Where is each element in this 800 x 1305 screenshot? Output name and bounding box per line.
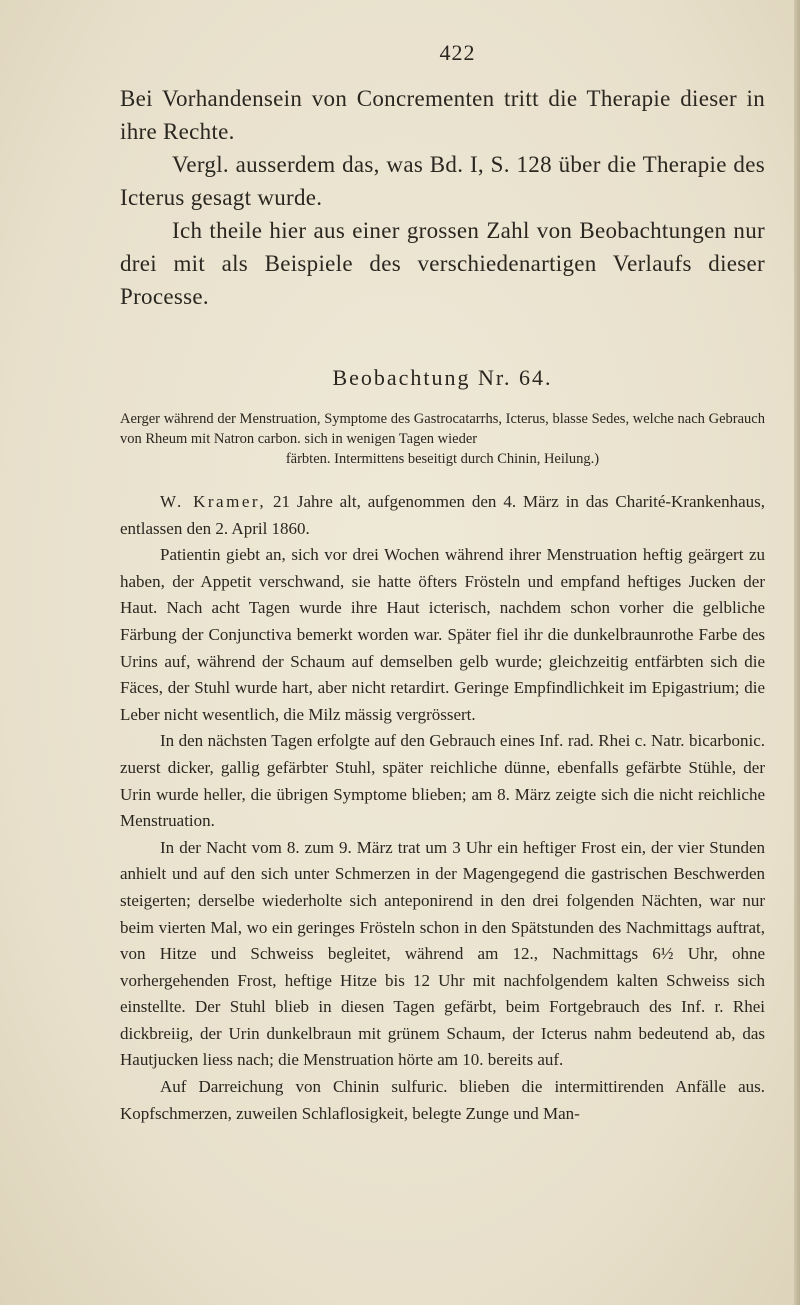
- page-number: 422: [439, 40, 476, 65]
- text-column: [120, 40, 765, 1127]
- intro-paragraph-3: Ich theile hier aus einer grossen Zahl von Beobachtungen nur drei mit als Beispiele des verschiedenartigen Verlaufs dieser Processe.: [120, 218, 765, 309]
- page-edge: [794, 0, 800, 1305]
- case-paragraph-5: Auf Darreichung von Chinin sulfuric. blieben die intermittirenden Anfälle aus. Kopfschmerzen, zuweilen Schlaflosigkeit, belegte Zunge und Man-: [120, 1077, 765, 1123]
- patient-name: W. Kramer,: [160, 492, 267, 511]
- case-paragraph-3: In den nächsten Tagen erfolgte auf den Gebrauch eines Inf. rad. Rhei c. Natr. bicarbonic. zuerst dicker, gallig gefärbter Stuhl, später reichliche dünne, ebenfalls gefärbte Stühle, der Urin wurde heller, die übrigen Symptome blieben; am 8. März zeigte sich die nicht reichliche Menstruation.: [120, 731, 765, 831]
- observation-title: Beobachtung Nr. 64.: [332, 365, 553, 390]
- case-paragraph-1-text: 21 Jahre alt, aufgenommen den 4. März in das Charité-Krankenhaus, entlassen den 2. April 1860.: [120, 492, 765, 538]
- case-paragraph-4: In der Nacht vom 8. zum 9. März trat um 3 Uhr ein heftiger Frost ein, der vier Stunden anhielt und auf den sich unter Schmerzen in der Magengegend die gastrischen Beschwerden steigerten; derselbe wiederholte sich anteponirend in den drei folgenden Nächten, war nur beim vierten Mal, wo ein geringes Frösteln schon in den Spätstunden des Nachmittags auftrat, von Hitze und Schweiss begleitet, während am 12., Nachmittags 6½ Uhr, ohne vorhergehenden Frost, heftige Hitze bis 12 Uhr mit nachfolgendem kalten Schweiss sich einstellte. Der Stuhl blieb in diesen Tagen gefärbt, beim Fortgebrauch des Inf. r. Rhei dickbreiig, der Urin dunkelbraun mit grünem Schaum, der Icterus nahm bedeutend ab, das Hautjucken liess nach; die Menstruation hörte am 10. bereits auf.: [120, 837, 765, 1070]
- case-paragraph-1: [120, 489, 765, 542]
- intro-paragraph-2: Vergl. ausserdem das, was Bd. I, S. 128 über die Therapie des Icterus gesagt wurde.: [120, 152, 765, 210]
- intro-paragraph-1: Bei Vorhandensein von Concrementen tritt die Therapie dieser in ihre Rechte.: [120, 86, 765, 144]
- observation-summary: [120, 409, 765, 469]
- case-report: [120, 489, 765, 1127]
- intro-section: [120, 82, 765, 313]
- summary-last-line: färbten. Intermittens beseitigt durch Chinin, Heilung.): [285, 451, 600, 467]
- summary-main: Aerger während der Menstruation, Symptome des Gastrocatarrhs, Icterus, blasse Sedes, welche nach Gebrauch von Rheum mit Natron carbon. sich in wenigen Tagen wieder: [120, 411, 765, 447]
- case-paragraph-2: Patientin giebt an, sich vor drei Wochen während ihrer Menstruation heftig geärgert zu haben, der Appetit verschwand, sie hatte öfters Frösteln und empfand heftiges Jucken der Haut. Nach acht Tagen wurde ihre Haut icterisch, nachdem schon vorher die gelbliche Färbung der Conjunctiva bemerkt worden war. Später fiel ihr die dunkelbraunrothe Farbe des Urins auf, während der Schaum auf demselben gelb wurde; gleichzeitig entfärbten sich die Fäces, der Stuhl wurde hart, aber nicht retardirt. Geringe Empfindlichkeit im Epigastrium; die Leber nicht wesentlich, die Milz mässig vergrössert.: [120, 545, 765, 724]
